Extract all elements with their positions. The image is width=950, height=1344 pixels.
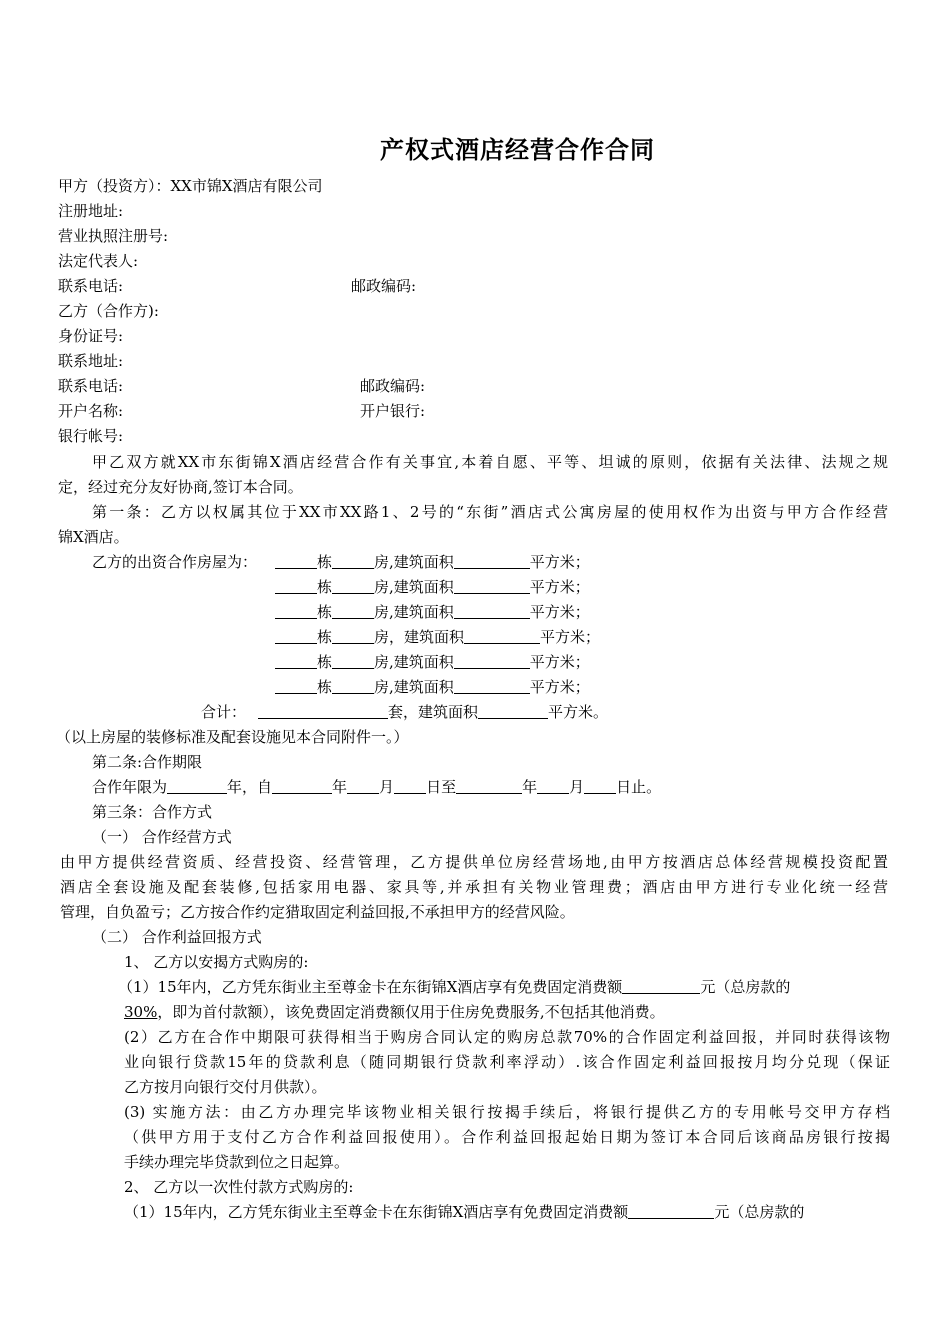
blank-field[interactable]: [454, 551, 530, 569]
blank-field[interactable]: [258, 701, 388, 719]
article3-sub1-line-1: 由甲方提供经营资质、经营投资、经营管理，乙方提供单位房经营场地,由甲方按酒店总体经营规模投资配置: [60, 853, 888, 871]
blank-field[interactable]: [454, 576, 530, 594]
blank-field[interactable]: [272, 776, 332, 794]
item1-2-line-1: (2）乙方在合作中期限可获得相当于购房合同认定的购房总款70%的合作固定利益回报，并同时获得该物: [124, 1028, 890, 1046]
intro-line-2: 定，经过充分友好协商,签订本合同。: [58, 478, 303, 496]
blank-field[interactable]: [275, 676, 317, 694]
party-a-phone: 联系电话:: [58, 277, 124, 295]
blank-field[interactable]: [332, 676, 374, 694]
blank-field[interactable]: [332, 551, 374, 569]
house-row: 栋 房,建筑面积 平方米；: [275, 550, 590, 575]
blank-field[interactable]: [454, 651, 530, 669]
houses-note: （以上房屋的装修标准及配套设施见本合同附件一。）: [56, 728, 409, 746]
item2-1-line-1: （1）15年内，乙方凭东街业主至尊金卡在东街锦X酒店享有免费固定消费额 元（总房款的: [124, 1203, 805, 1221]
blank-field[interactable]: [275, 601, 317, 619]
blank-field[interactable]: [275, 576, 317, 594]
article2-heading: 第二条:合作期限: [92, 753, 203, 771]
article3-sub2: （二） 合作利益回报方式: [92, 928, 262, 946]
blank-field[interactable]: [275, 651, 317, 669]
item1-2-line-3: 乙方按月向银行交付月供款）。: [124, 1078, 327, 1096]
party-b-name: 乙方（合作方):: [58, 302, 159, 320]
blank-field[interactable]: [454, 676, 530, 694]
item2-heading: 2、 乙方以一次性付款方式购房的:: [124, 1178, 354, 1196]
blank-field[interactable]: [454, 601, 530, 619]
item1-1-line-2: 30%，即为首付款额），该免费固定消费额仅用于住房免费服务,不包括其他消费。: [124, 1003, 665, 1021]
houses-lead: 乙方的出资合作房屋为：: [92, 553, 258, 571]
house-row: 栋 房，建筑面积 平方米；: [275, 625, 600, 650]
article3-sub1-line-2: 酒店全套设施及配套装修,包括家用电器、家具等,并承担有关物业管理费；酒店由甲方进行专业化统一经营: [60, 878, 888, 896]
item1-2-line-2: 业向银行贷款15年的贷款利息（随同期银行贷款利率浮动）.该合作固定利益回报按月均分兑现（保证: [124, 1053, 890, 1071]
article3-heading: 第三条：合作方式: [92, 803, 213, 821]
document-title: 产权式酒店经营合作合同: [380, 136, 655, 164]
blank-field[interactable]: [275, 551, 317, 569]
party-b-address: 联系地址:: [58, 352, 124, 370]
article1-line-1: 第一条：乙方以权属其位于XX市XX路1、2号的“东街”酒店式公寓房屋的使用权作为出资与甲方合作经营: [92, 503, 888, 521]
party-b-postcode: 邮政编码:: [360, 377, 426, 395]
house-row: 栋 房,建筑面积 平方米；: [275, 575, 590, 600]
party-b-account-no: 银行帐号:: [58, 427, 124, 445]
article2-term-row: 合作年限为 年，自 年 月 日至 年 月 日止。: [92, 778, 662, 796]
blank-field[interactable]: [537, 776, 569, 794]
item1-3-line-3: 手续办理完毕贷款到位之日起算。: [124, 1153, 350, 1171]
article1-line-2: 锦X酒店。: [58, 528, 129, 546]
item1-heading: 1、 乙方以安揭方式购房的:: [124, 953, 309, 971]
house-row: 栋 房,建筑面积 平方米；: [275, 650, 590, 675]
blank-field[interactable]: [347, 776, 379, 794]
house-row: 栋 房,建筑面积 平方米；: [275, 675, 590, 700]
blank-field[interactable]: [478, 701, 548, 719]
party-b-id: 身份证号:: [58, 327, 124, 345]
blank-field[interactable]: [584, 776, 616, 794]
intro-line-1: 甲乙双方就XX市东街锦X酒店经营合作有关事宜,本着自愿、平等、坦诚的原则，依据有关法律、法规之规: [92, 453, 888, 471]
blank-field[interactable]: [332, 576, 374, 594]
house-total-row: 合计： 套，建筑面积 平方米。: [201, 703, 609, 721]
party-a-license: 营业执照注册号:: [58, 227, 169, 245]
blank-field[interactable]: [167, 776, 227, 794]
party-a-legal-rep: 法定代表人:: [58, 252, 139, 270]
article3-sub1-line-3: 管理，自负盈亏；乙方按合作约定猎取固定利益回报,不承担甲方的经营风险。: [60, 903, 575, 921]
blank-field[interactable]: [622, 976, 700, 994]
blank-field[interactable]: [332, 601, 374, 619]
party-b-account-name: 开户名称:: [58, 402, 124, 420]
blank-field[interactable]: [464, 626, 540, 644]
item1-3-line-1: (3) 实施方法：由乙方办理完毕该物业相关银行按揭手续后，将银行提供乙方的专用帐号交甲方存档: [124, 1103, 890, 1121]
party-b-bank: 开户银行:: [360, 402, 426, 420]
party-a-postcode: 邮政编码:: [351, 277, 417, 295]
blank-field[interactable]: [628, 1201, 714, 1219]
blank-field[interactable]: [394, 776, 426, 794]
party-a-reg-address: 注册地址:: [58, 202, 124, 220]
item1-3-line-2: （供甲方用于支付乙方合作利益回报使用）。合作利益回报起始日期为签订本合同后该商品房银行按揭: [124, 1128, 890, 1146]
article3-sub1: （一） 合作经营方式: [92, 828, 232, 846]
blank-field[interactable]: [332, 651, 374, 669]
party-b-phone: 联系电话:: [58, 377, 124, 395]
party-a-name: 甲方（投资方）：XX市锦X酒店有限公司: [58, 177, 323, 195]
blank-field[interactable]: [275, 626, 317, 644]
item1-1-line-1: （1）15年内，乙方凭东街业主至尊金卡在东街锦X酒店享有免费固定消费额 元（总房款的: [118, 978, 791, 996]
house-row: 栋 房,建筑面积 平方米；: [275, 600, 590, 625]
blank-field[interactable]: [332, 626, 374, 644]
blank-field[interactable]: [456, 776, 522, 794]
